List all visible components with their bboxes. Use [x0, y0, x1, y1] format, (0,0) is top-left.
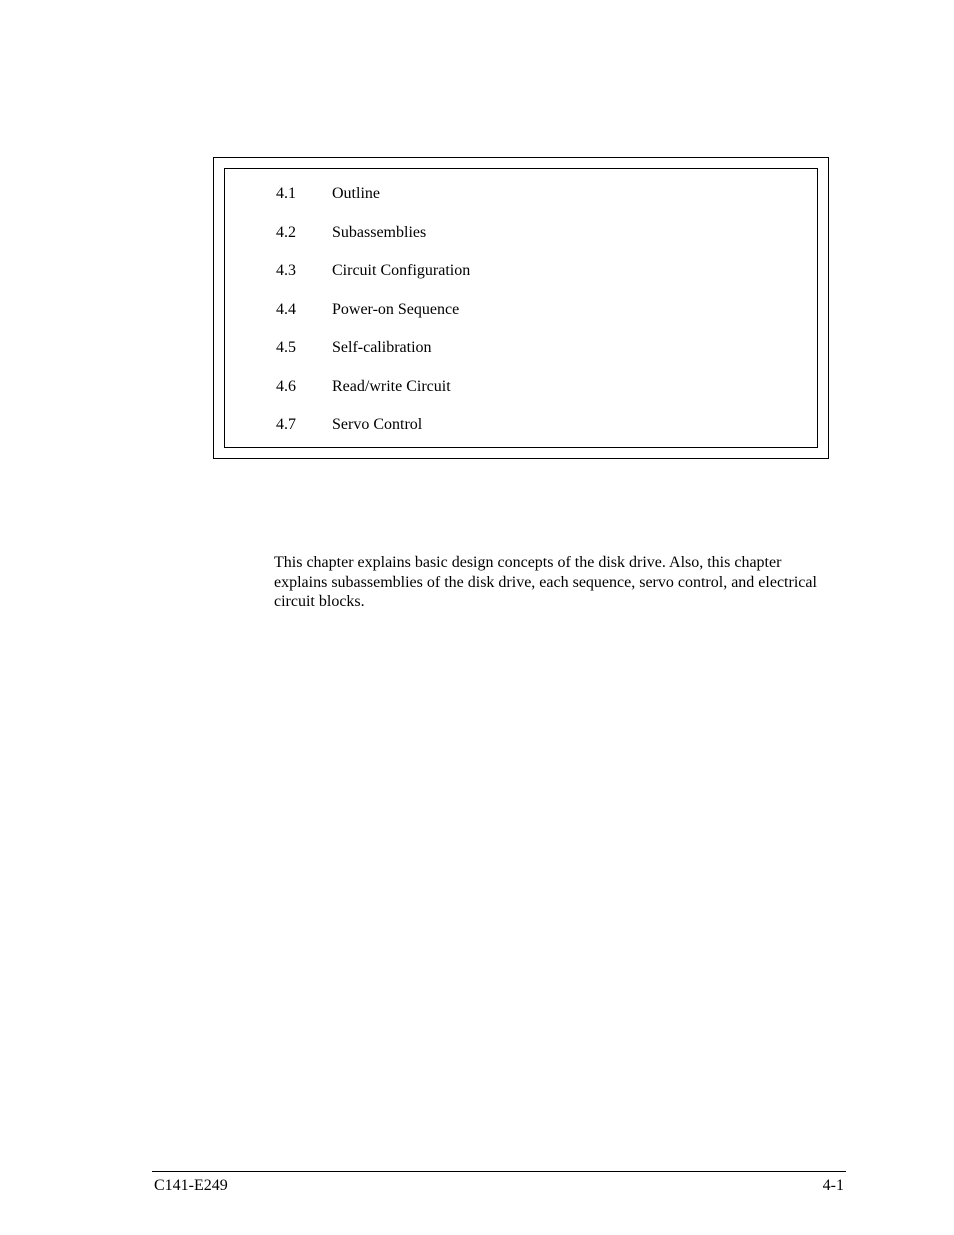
toc-entry-title: Circuit Configuration [332, 262, 471, 279]
toc-entry [276, 184, 470, 223]
toc-entry-title: Self-calibration [332, 339, 432, 356]
footer-document-id: C141-E249 [154, 1177, 228, 1194]
toc-entry-title: Servo Control [332, 416, 423, 433]
chapter-contents-inner-frame [224, 168, 818, 448]
toc-entry-number: 4.4 [276, 300, 296, 318]
chapter-intro-paragraph: This chapter explains basic design concepts of the disk drive. Also, this chapter explains subassemblies of the disk drive, each sequence, servo control, and electrical circuit blocks. [274, 554, 817, 610]
toc-entry-number: 4.1 [276, 185, 296, 202]
toc-entry-number: 4.3 [276, 262, 296, 279]
toc-entry [276, 223, 470, 262]
toc-entry-number: 4.6 [276, 377, 296, 395]
chapter-contents-list [276, 184, 470, 454]
toc-entry [276, 300, 470, 339]
toc-entry [276, 338, 470, 377]
footer-page-number: 4-1 [822, 1177, 844, 1194]
footer-divider [152, 1171, 846, 1172]
toc-entry-title: Subassemblies [332, 223, 427, 241]
toc-entry-title: Power-on Sequence [332, 300, 460, 318]
toc-entry-number: 4.7 [276, 416, 296, 433]
toc-entry [276, 261, 470, 300]
toc-entry-title: Outline [332, 185, 380, 202]
toc-entry-title: Read/write Circuit [332, 377, 451, 395]
toc-entry-number: 4.5 [276, 339, 296, 356]
toc-entry [276, 415, 470, 454]
chapter-contents-box [213, 157, 829, 459]
toc-entry [276, 377, 470, 416]
toc-entry-number: 4.2 [276, 223, 296, 241]
